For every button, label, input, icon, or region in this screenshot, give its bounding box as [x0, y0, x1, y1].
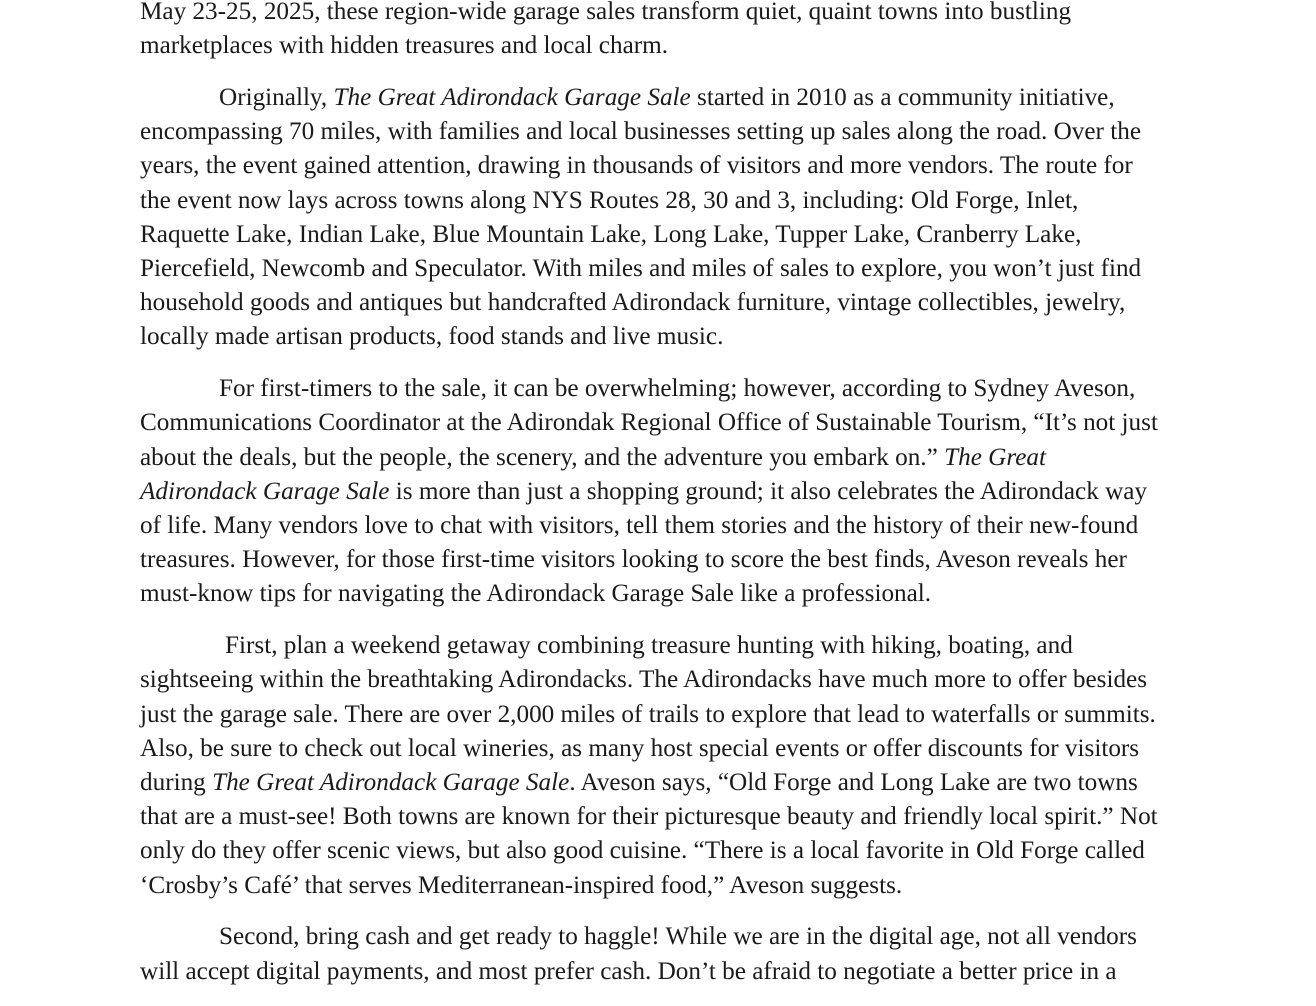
- paragraph-text-rest: started in 2010 as a community initiative, encompassing 70 miles, with families and local businesses setting up sales along the road. Over the years, the event gained attention, drawing in thousands of visitors and more vendors. The route for the event now lays across towns along NYS Routes 28, 30 and 3, including: Old Forge, Inlet, Raquette Lake, Indian Lake, Blue Mountain Lake, Long Lake, Tupper Lake, Cranberry Lake, Piercefield, Newcomb and Speculator. With miles and miles of sales to explore, you won’t just find household goods and antiques but handcrafted Adirondack furniture, vintage collectibles, jewelry, locally made artisan products, food stands and live music.: [140, 84, 1142, 351]
- event-title-italic: The Great Adirondack Garage Sale: [212, 769, 570, 797]
- paragraph-history: [140, 81, 1162, 355]
- paragraph-text-rest: is more than just a shopping ground; it also celebrates the Adirondack way of life. Many vendors love to chat with visitors, tell them stories and the history of their new-found treasures. However, for those first-time visitors looking to score the best finds, Aveson reveals her must-know tips for navigating the Adirondack Garage Sale like a professional.: [140, 477, 1148, 608]
- event-title-italic: The Great Adirondack Garage Sale: [333, 84, 691, 111]
- paragraph-text: Second, bring cash and get ready to haggle! While we are in the digital age, not all vendors will accept digital payments, and most prefer cash. Don’t be afraid to negotiate a better price in a: [140, 923, 1137, 985]
- event-title-italic: The Great Adirondack Garage Sale: [140, 443, 1046, 505]
- paragraph-tip-two: [140, 920, 1162, 988]
- paragraph-text: May 23-25, 2025, these region-wide garage sales transform quiet, quaint towns into bustling marketplaces with hidden treasures and local charm.: [140, 0, 1072, 60]
- paragraph-text-lead: For first-timers to the sale, it can be overwhelming; however, according to Sydney Aveson, Communications Coordinator at the Adirondak Regional Office of Sustainable Tourism, “It’s not just about the deals, but the people, the scenery, and the adventure you embark on.”: [140, 375, 1158, 471]
- paragraph-text-rest: . Aveson says, “Old Forge and Long Lake are two towns that are a must-see! Both towns are known for their picturesque beauty and friendly local spirit.” Not only do they offer scenic views, but also good cuisine. “There is a local favorite in Old Forge called ‘Crosby’s Café’ that serves Mediterranean-inspired food,” Aveson suggests.: [140, 769, 1158, 899]
- paragraph-text-lead: Originally,: [219, 84, 334, 111]
- paragraph-text-lead: First, plan a weekend getaway combining treasure hunting with hiking, boating, and sightseeing within the breathtaking Adirondacks. The Adirondacks have much more to offer besides just the garage sale. There are over 2,000 miles of trails to explore that lead to waterfalls or summits. Also, be sure to check out local wineries, as many host special events or offer discounts for visitors during: [140, 632, 1156, 797]
- paragraph-first-timers: [140, 372, 1162, 611]
- paragraph-tip-one: [140, 629, 1162, 903]
- document-page: [140, 0, 1162, 1006]
- paragraph-dates-intro: [140, 0, 1162, 63]
